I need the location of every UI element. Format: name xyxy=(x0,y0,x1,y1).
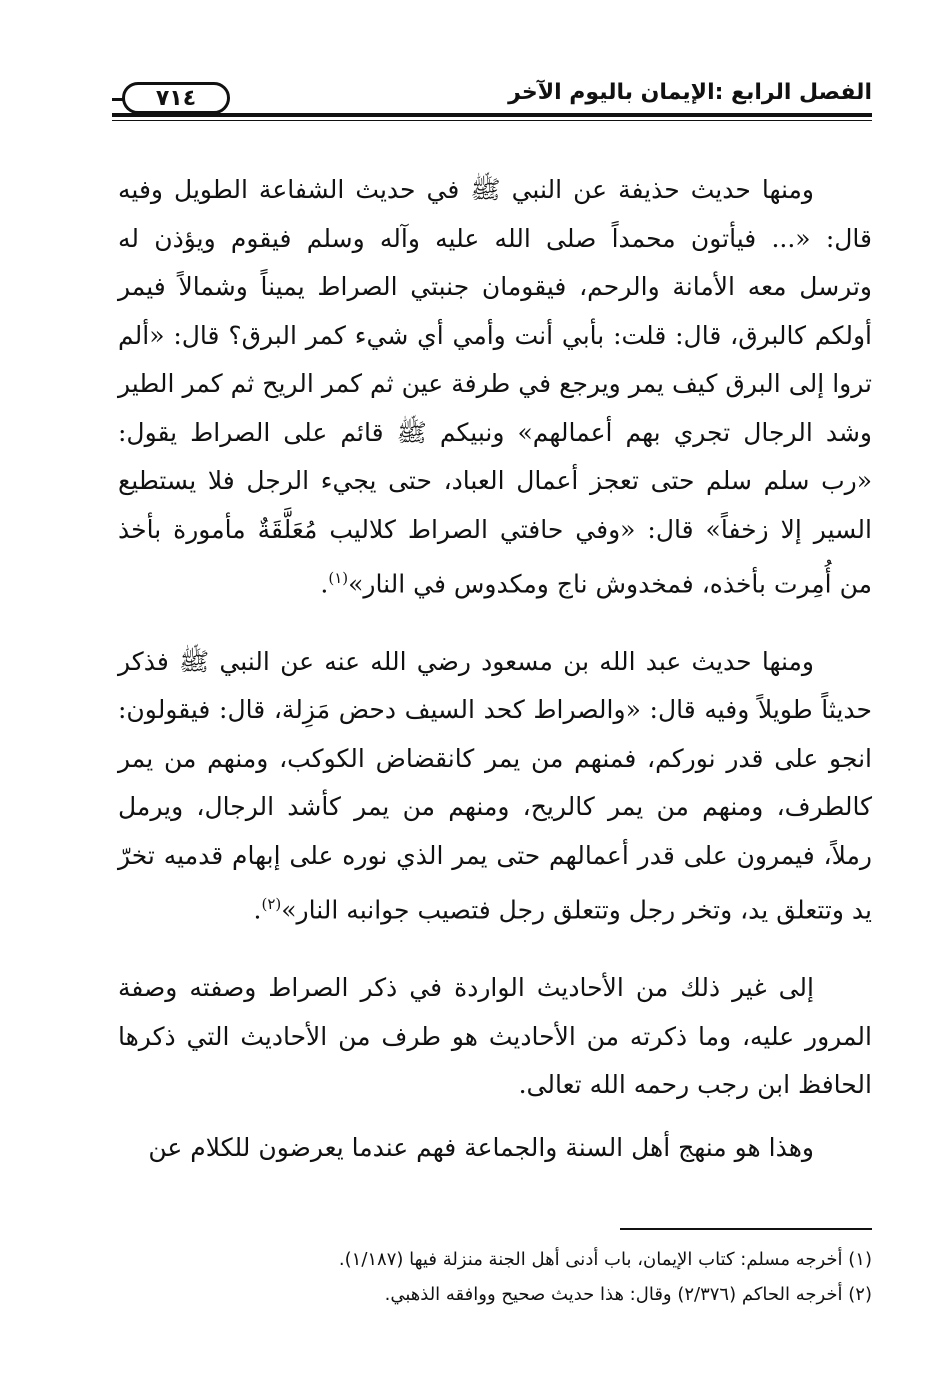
chapter-title: الفصل الرابع :الإيمان باليوم الآخر xyxy=(508,80,872,105)
footnotes xyxy=(118,1242,872,1312)
footnote-separator xyxy=(620,1228,872,1230)
header-rule xyxy=(112,113,872,117)
footnote: (٢) أخرجه الحاكم (٢/٣٧٦) وقال: هذا حديث صحيح ووافقه الذهبي. xyxy=(384,1284,872,1305)
paragraph: ومنها حديث عبد الله بن مسعود رضي الله عنه عن النبي ﷺ فذكر حديثاً طويلاً وفيه قال: «والصراط كحد السيف دحض مَزِلة، قال: فيقولون: انجو على قدر نوركم، فمنهم من يمر كانقضاض الكوكب، ومنهم من يمر كالطرف، ومنهم من يمر كالريح، ومنهم من يمر كأشد الرجال، ويرمل رملاً، فيمرون على قدر أعمالهم حتى يمر الذي نوره على إبهام قدميه تخرّ يد وتتعلق يد، وتخر رجل وتتعلق رجل فتصيب جوانبه النار»$^{(٢)}$. xyxy=(118,646,872,925)
footnote-ref[interactable]: (١) xyxy=(328,569,349,587)
footnote-ref[interactable]: (٢) xyxy=(261,895,282,914)
paragraph: إلى غير ذلك من الأحاديث الواردة في ذكر الصراط وصفته وصفة المرور عليه، وما ذكرته من الأحاديث هو طرف من الأحاديث التي ذكرها الحافظ ابن رجب رحمه الله تعالى. xyxy=(118,973,872,1100)
header-rule-thin xyxy=(112,120,872,121)
paragraph: ومنها حديث حذيفة عن النبي ﷺ في حديث الشفاعة الطويل وفيه قال: «... فيأتون محمداً صلى الله عليه وآله وسلم فيقوم ويؤذن له وترسل معه الأمانة والرحم، فيقومان جنبتي الصراط يميناً وشمالاً فيمر أولكم كالبرق، قال: قلت: بأبي أنت وأمي أي شيء كمر البرق؟ قال: «ألم تروا إلى البرق كيف يمر ويرجع في طرفة عين ثم كمر الريح ثم كمر الطير وشد الرجال تجري بهم أعمالهم» ونبيكم ﷺ قائم على الصراط يقول: «رب سلم سلم حتى تعجز أعمال العباد، حتى يجيء الرجل فلا يستطيع السير إلا زخفاً» قال: «وفي حافتي الصراط كلاليب مُعَلَّقَةٌ مأمورة بأخذ من أُمِرت بأخذه، فمخدوش ناج ومكدوس في النار»$^{(١)}$. xyxy=(118,175,872,599)
paragraph: وهذا هو منهج أهل السنة والجماعة فهم عندما يعرضون للكلام عن xyxy=(148,1132,814,1162)
footnote: (١) أخرجه مسلم: كتاب الإيمان، باب أدنى أهل الجنة منزلة فيها (١/١٨٧). xyxy=(338,1249,872,1270)
main-text xyxy=(118,166,872,1201)
page-number: ٧١٤ xyxy=(122,82,230,114)
